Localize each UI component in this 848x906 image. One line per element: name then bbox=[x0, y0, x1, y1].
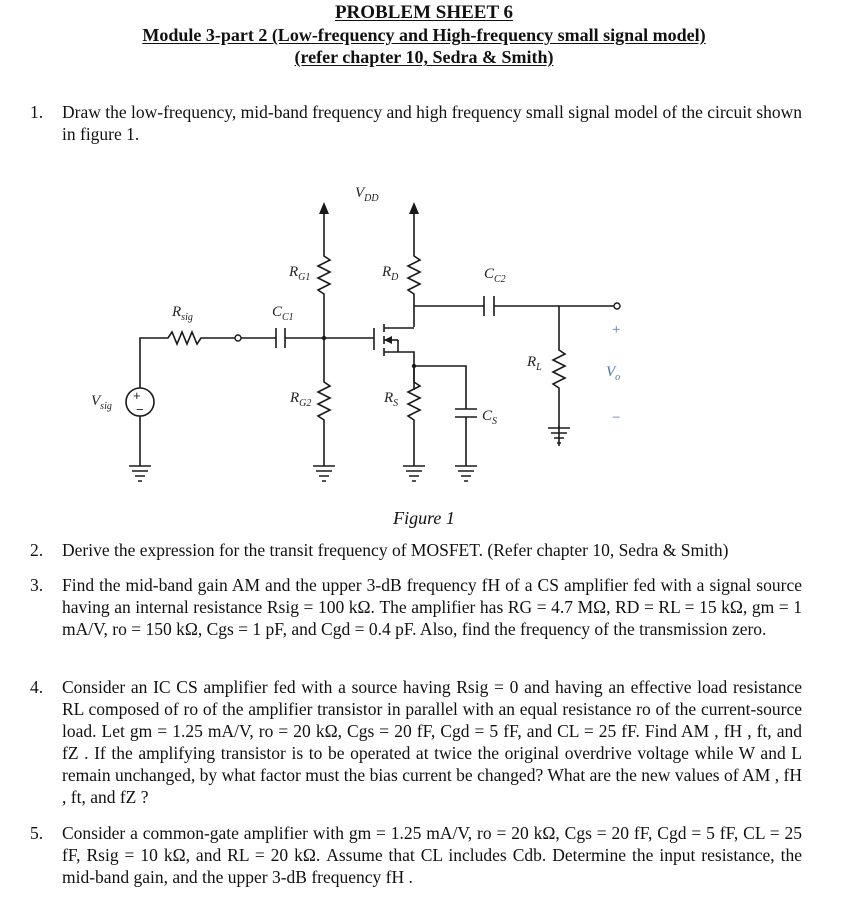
vsig-minus-sign: − bbox=[136, 402, 144, 417]
figure-caption: Figure 1 bbox=[393, 508, 455, 528]
rl-resistor bbox=[548, 306, 570, 446]
vsig-plus-sign: + bbox=[133, 388, 141, 403]
question-text: Consider a common-gate amplifier with gm = 1.25 mA/V, ro = 20 kΩ, Cgs = 20 fF, Cgd = 5 fF, CL = 25 fF, Rsig = 10 kΩ, and RL = 20 kΩ. Assume that CL includes Cdb. Determine the input resistance, the mid-band gain, and the upper 3-dB frequency fH . bbox=[62, 823, 802, 887]
rg2-resistor bbox=[313, 338, 335, 481]
cs-capacitor bbox=[414, 366, 477, 481]
question-text: Consider an IC CS amplifier fed with a source having Rsig = 0 and having an effective load resistance RL composed of ro of the amplifier transistor in parallel with an equal resistance ro of the current-source load. Let gm = 1.25 mA/V, ro = 20 kΩ, Cgs = 20 fF, Cgd = 5 fF, and CL = 25 fF. Find AM , fH , ft, and fZ . If the amplifying transistor is to be operated at twice the original overdrive voltage while W and L remain unchanged, by what factor must the bias current be changed? What are the new values of AM , fH , ft, and fZ ? bbox=[62, 677, 802, 807]
rd-resistor bbox=[408, 214, 420, 327]
rs-label: $R_S$ bbox=[384, 390, 399, 409]
rg1-resistor bbox=[318, 214, 330, 336]
question-number: 5. bbox=[30, 823, 44, 843]
circuit-figure bbox=[0, 170, 848, 510]
rg1-label: $R_{G1}$ bbox=[289, 264, 311, 283]
question-text: Derive the expression for the transit frequency of MOSFET. (Refer chapter 10, Sedra & Smith) bbox=[62, 540, 729, 560]
vdd-label: $V_{DD}$ bbox=[355, 185, 379, 204]
mosfet bbox=[374, 324, 414, 390]
rd-label: $R_D$ bbox=[382, 264, 399, 283]
question-text: Draw the low-frequency, mid-band frequency and high frequency small signal model of the circuit shown in figure 1. bbox=[62, 102, 802, 144]
chapter-reference: (refer chapter 10, Sedra & Smith) bbox=[294, 47, 554, 67]
vo-minus: − bbox=[612, 410, 621, 426]
question-number: 3. bbox=[30, 575, 44, 595]
rg2-label: $R_{G2}$ bbox=[290, 390, 312, 409]
vsig-label: $V_{sig}$ bbox=[91, 393, 112, 412]
cc2-label: $C_{C2}$ bbox=[484, 266, 506, 285]
rl-label: $R_L$ bbox=[527, 354, 542, 373]
sheet-title: PROBLEM SHEET 6 bbox=[334, 2, 514, 23]
cc1-capacitor bbox=[241, 328, 374, 348]
question-number: 1. bbox=[30, 102, 44, 122]
question-number: 4. bbox=[30, 677, 44, 697]
cs-label: $C_S$ bbox=[482, 408, 498, 427]
cc2-capacitor bbox=[414, 296, 620, 316]
cc1-label: $C_{C1}$ bbox=[272, 304, 294, 323]
vo-label: $V_o$ bbox=[606, 364, 621, 383]
vo-plus: + bbox=[612, 322, 621, 338]
question-number: 2. bbox=[30, 540, 44, 560]
question-text: Find the mid-band gain AM and the upper 3-dB frequency fH of a CS amplifier fed with a signal source having an internal resistance Rsig = 100 kΩ. The amplifier has RG = 4.7 MΩ, RD = RL = 15 kΩ, gm = 1 mA/V, ro = 150 kΩ, Cgs = 1 pF, and Cgd = 0.4 pF. Also, find the frequency of the transmission zero. bbox=[62, 575, 802, 639]
rsig-resistor bbox=[140, 332, 241, 388]
rsig-label: $R_{sig}$ bbox=[172, 304, 193, 323]
module-subtitle: Module 3-part 2 (Low-frequency and High-frequency small signal model) bbox=[142, 25, 706, 45]
